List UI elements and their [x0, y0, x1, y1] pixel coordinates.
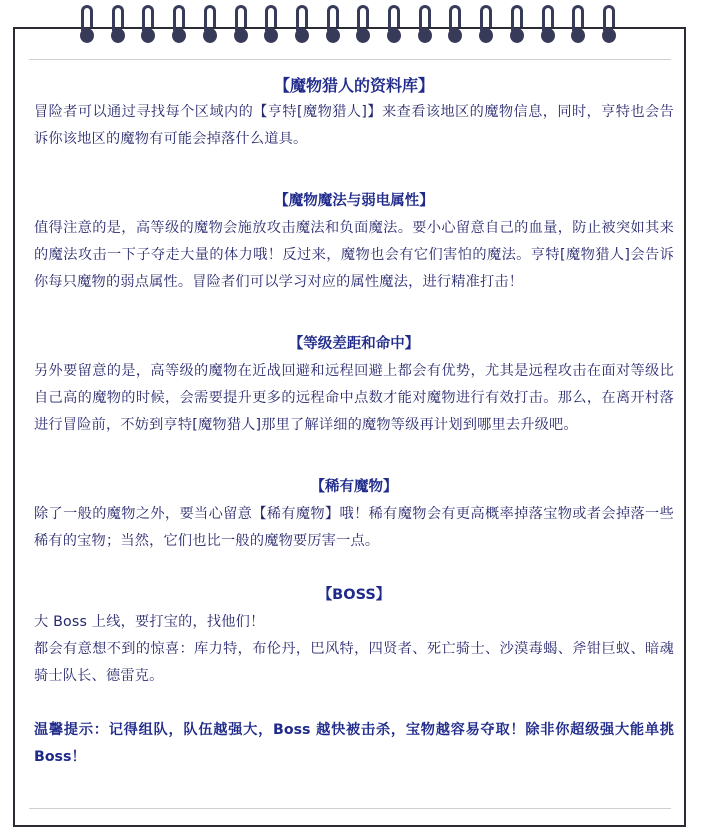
binder-ring-icon	[326, 5, 340, 43]
section-title-level-hit: 【等级差距和命中】	[288, 336, 420, 352]
binder-ring-icon	[356, 5, 370, 43]
section-text-magic-weakness: 值得注意的是，高等级的魔物会施放攻击魔法和负面魔法。要小心留意自己的血量，防止被突如其来的魔法攻击一下子夺走大量的体力哦！反过来，魔物也会有它们害怕的魔法。亨特[魔物猎人]会告诉你每只魔物的弱点属性。冒险者们可以学习对应的属性魔法，进行精准打击！	[34, 220, 674, 290]
warm-tip: 温馨提示：记得组队，队伍越强大，Boss 越快被击杀，宝物越容易夺取！除非你超级强大能单挑 Boss！	[34, 722, 674, 765]
bottom-rule	[29, 808, 671, 809]
binder-ring-icon	[264, 5, 278, 43]
section-text-rare-monsters: 除了一般的魔物之外，要当心留意【稀有魔物】哦！稀有魔物会有更高概率掉落宝物或者会掉落一些稀有的宝物；当然，它们也比一般的魔物要厉害一点。	[34, 506, 674, 549]
binder-ring-icon	[234, 5, 248, 43]
section-text-boss-intro: 大 Boss 上线，要打宝的，找他们！	[34, 614, 265, 630]
section-text-boss-list: 都会有意想不到的惊喜：库力特，布伦丹，巴风特，四贤者、死亡骑士、沙漠毒蝎、斧钳巨蚁、暗魂骑士队长、德雷克。	[34, 641, 674, 684]
binder-ring-icon	[295, 5, 309, 43]
section-text-resource-library: 冒险者可以通过寻找每个区域内的【亨特[魔物猎人]】来查看该地区的魔物信息，同时，亨特也会告诉你该地区的魔物有可能会掉落什么道具。	[34, 104, 674, 147]
binder-rings	[80, 5, 630, 43]
binder-ring-icon	[80, 5, 94, 43]
section-title-boss: 【BOSS】	[317, 587, 391, 603]
binder-ring-icon	[141, 5, 155, 43]
binder-ring-icon	[203, 5, 217, 43]
section-title-rare-monsters: 【稀有魔物】	[310, 479, 398, 495]
article-content	[34, 72, 674, 771]
binder-ring-icon	[510, 5, 524, 43]
top-rule	[29, 59, 671, 60]
binder-ring-icon	[479, 5, 493, 43]
binder-ring-icon	[418, 5, 432, 43]
binder-ring-icon	[602, 5, 616, 43]
binder-ring-icon	[111, 5, 125, 43]
section-text-level-hit: 另外要留意的是，高等级的魔物在近战回避和远程回避上都会有优势，尤其是远程攻击在面对等级比自己高的魔物的时候，会需要提升更多的远程命中点数才能对魔物进行有效打击。那么，在离开村落进行冒险前，不妨到亨特[魔物猎人]那里了解详细的魔物等级再计划到哪里去升级吧。	[34, 363, 674, 433]
binder-ring-icon	[172, 5, 186, 43]
binder-ring-icon	[541, 5, 555, 43]
section-title-magic-weakness: 【魔物魔法与弱电属性】	[274, 193, 434, 209]
binder-ring-icon	[387, 5, 401, 43]
binder-ring-icon	[571, 5, 585, 43]
section-title-resource-library: 【魔物猎人的资料库】	[273, 76, 434, 95]
binder-ring-icon	[448, 5, 462, 43]
